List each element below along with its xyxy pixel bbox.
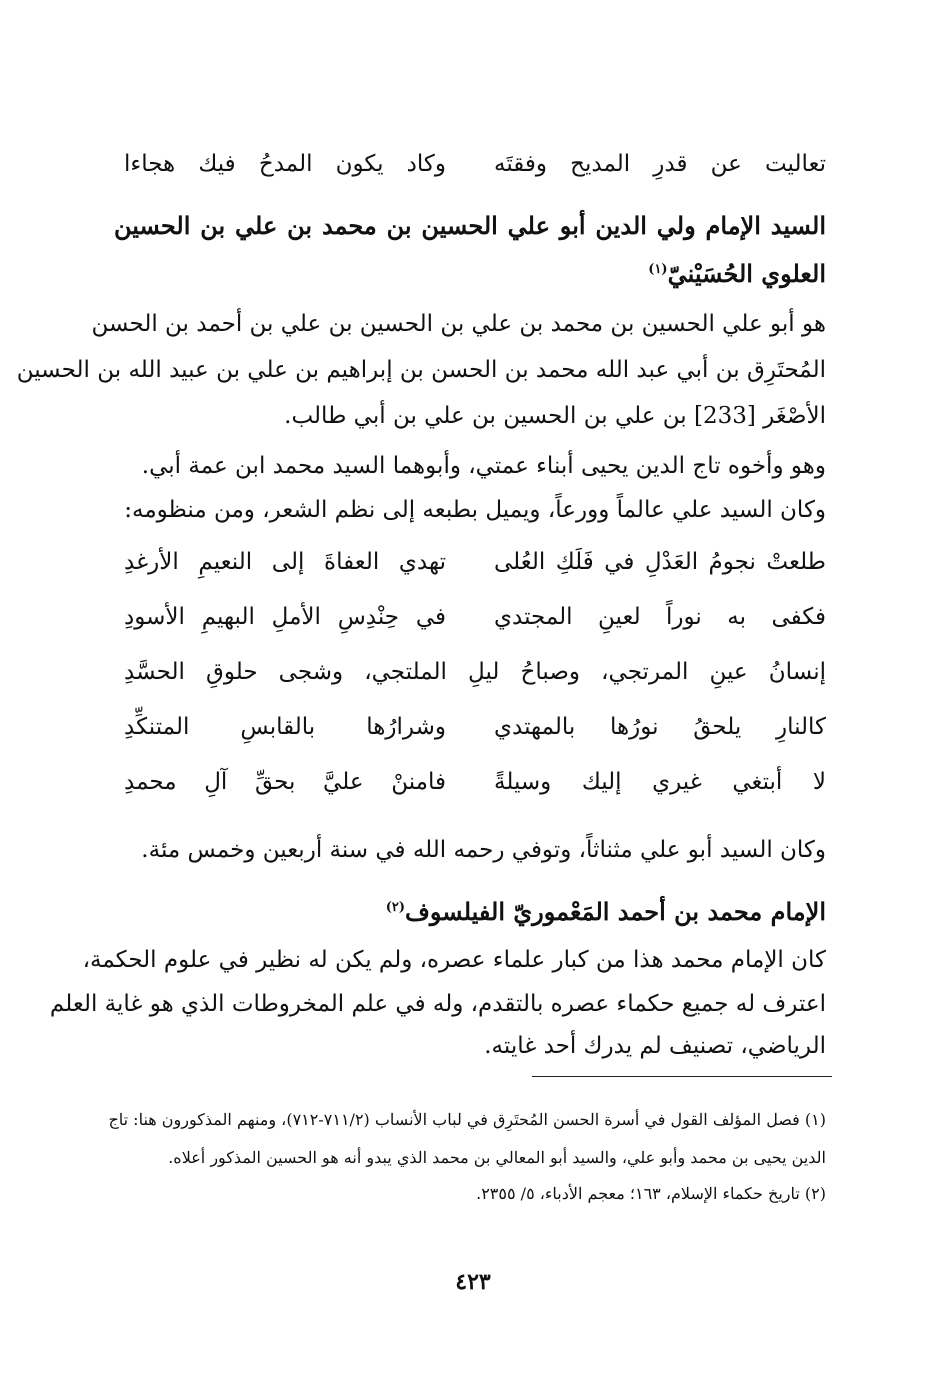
poem-line5-first: لا أبتغي غيري إليك وسيلةً <box>494 769 826 795</box>
para1-line1: هو أبو علي الحسين بن محمد بن علي بن الحسين بن علي بن أحمد بن الحسن <box>91 311 826 337</box>
poem-line4-second: وشرارُها بالقابسِ المتنكِّدِ <box>124 714 446 740</box>
poem-line4-first: كالنارِ يلحقُ نورُها بالمهتدي <box>494 714 826 740</box>
para4: وكان السيد أبو علي مثناثاً، وتوفي رحمه الله في سنة أربعين وخمس مئة. <box>141 837 826 863</box>
section2-para-line3: الرياضي، تصنيف لم يدرك أحد غايته. <box>484 1033 826 1059</box>
section2-heading-text: الإمام محمد بن أحمد المَعْموريّ الفيلسوف <box>405 897 826 926</box>
poem-line5-second: فامننْ عليَّ بحقِّ آلِ محمدِ <box>124 769 446 795</box>
page-number: ٤٢٣ <box>455 1269 491 1295</box>
para1-line2: المُحتَرِق بن أبي عبد الله محمد بن الحسن بن إبراهيم بن علي بن عبيد الله بن الحسين <box>16 357 826 383</box>
para3: وكان السيد علي عالماً وورعاً، ويميل بطبعه إلى نظم الشعر، ومن منظومه: <box>124 497 826 523</box>
verse-top-first: تعاليت عن قدرِ المديح وفقتَه <box>494 151 826 177</box>
para1-line3: الأصْغَر [233] بن علي بن الحسين بن علي بن أبي طالب. <box>284 403 826 429</box>
poem-line1-first: طلعتْ نجومُ العَدْلِ في فَلَكِ العُلى <box>494 549 826 575</box>
para2: وهو وأخوه تاج الدين يحيى أبناء عمتي، وأبوهما السيد محمد ابن عمة أبي. <box>141 453 826 479</box>
footnote-ref-2[interactable]: (٢) <box>385 900 406 915</box>
poem-line2-second: في حِنْدِسِ الأملِ البهيمِ الأسودِ <box>124 604 446 630</box>
section1-heading-line2 <box>114 250 826 290</box>
footnote-2: (٢) تاريخ حكماء الإسلام، ١٦٣؛ معجم الأدباء، ٥/ ٢٣٥٥. <box>476 1184 826 1203</box>
section1-heading-text: العلوي الحُسَيْنيّ <box>667 259 826 288</box>
footnote-1-line1: (١) فصل المؤلف القول في أسرة الحسن المُحتَرِق في لباب الأنساب (٧١١/٢-٧١٢)، ومنهم المذكورون هنا: تاج <box>108 1110 826 1129</box>
section2-para-line2: اعترف له جميع حكماء عصره بالتقدم، وله في علم المخروطات الذي هو غاية العلم <box>49 991 826 1017</box>
poem-line2-first: فكفى به نوراً لعينِ المجتدي <box>494 604 826 630</box>
footnote-ref-1[interactable]: (١) <box>648 262 668 277</box>
section2-heading <box>114 888 826 928</box>
poem-line3-full: إنسانُ عينِ المرتجي، وصباحُ ليلِ الملتجي، وشجى حلوقِ الحسَّدِ <box>124 659 826 685</box>
footnote-1-line2: الدين يحيى بن محمد وأبو علي، والسيد أبو المعالي بن محمد الذي يبدو أنه هو الحسين المذكور أعلاه. <box>168 1148 826 1167</box>
section2-para-line1: كان الإمام محمد هذا من كبار علماء عصره، ولم يكن له نظير في علوم الحكمة، <box>82 947 826 973</box>
verse-top-second: وكاد يكون المدحُ فيك هجاءا <box>124 151 446 177</box>
footnote-divider <box>532 1076 832 1077</box>
poem-line1-second: تهدي العفاةَ إلى النعيمِ الأرغدِ <box>124 549 446 575</box>
section1-heading-line1: السيد الإمام ولي الدين أبو علي الحسين بن محمد بن علي بن الحسين <box>114 211 826 240</box>
